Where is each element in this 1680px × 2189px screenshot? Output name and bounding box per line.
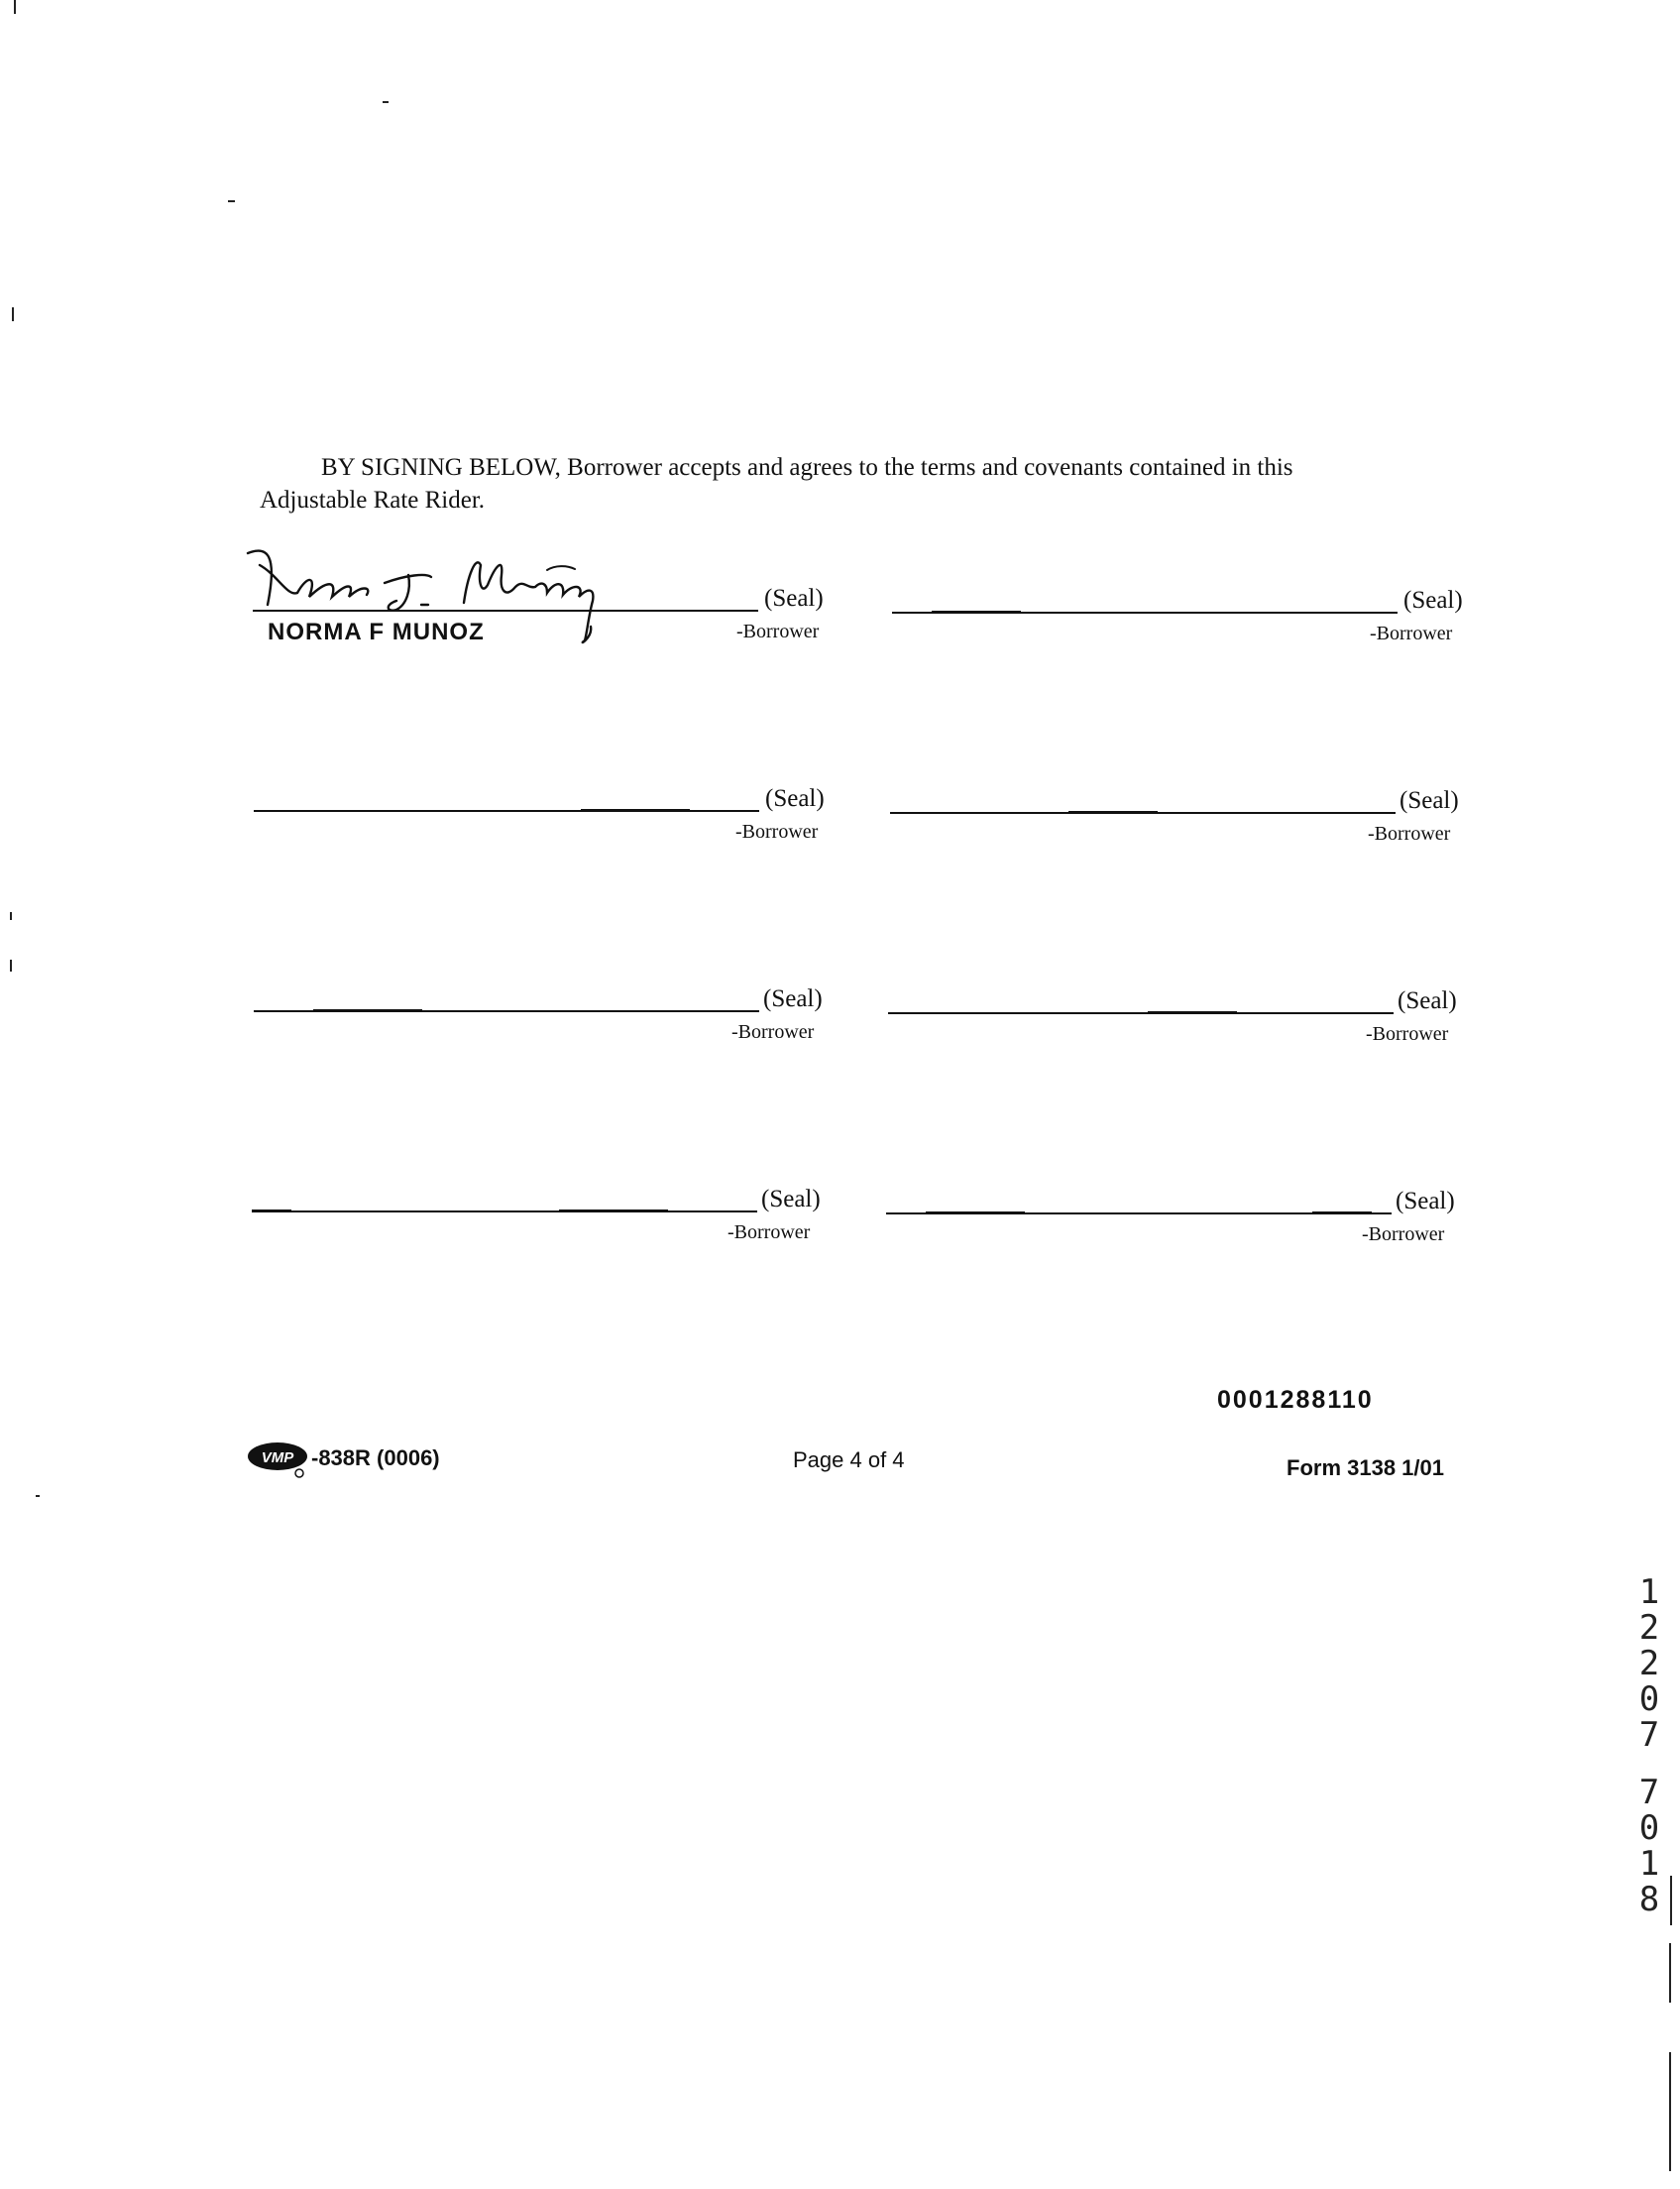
seal-label: (Seal) bbox=[761, 1186, 821, 1212]
page-number: Page 4 of 4 bbox=[793, 1447, 905, 1472]
stamp-digit: 0 bbox=[1638, 1679, 1660, 1719]
signature-line bbox=[254, 1010, 759, 1012]
borrower-label: -Borrower bbox=[728, 1221, 811, 1243]
vmp-logo-text: VMP bbox=[261, 1449, 294, 1466]
signature-line bbox=[892, 612, 1398, 614]
form-number: Form 3138 1/01 bbox=[1287, 1455, 1444, 1480]
stamp-digit: 2 bbox=[1638, 1644, 1660, 1683]
signer-name: NORMA F MUNOZ bbox=[268, 619, 485, 645]
vmp-logo bbox=[248, 1440, 311, 1479]
borrower-label: -Borrower bbox=[1370, 623, 1453, 644]
seal-label: (Seal) bbox=[1398, 987, 1457, 1014]
scan-mark bbox=[10, 912, 12, 920]
stamp-digit: 1 bbox=[1638, 1844, 1660, 1884]
scan-mark bbox=[12, 307, 14, 321]
agreement-text-line-2: Adjustable Rate Rider. bbox=[260, 487, 486, 514]
borrower-label: -Borrower bbox=[731, 1021, 815, 1043]
seal-label: (Seal) bbox=[764, 585, 824, 612]
stamp-digit: 7 bbox=[1638, 1715, 1660, 1755]
signature-block-right-2 bbox=[890, 777, 1475, 847]
seal-label: (Seal) bbox=[765, 785, 825, 812]
signature-line bbox=[886, 1212, 1392, 1214]
signature-line bbox=[253, 610, 758, 612]
scan-mark bbox=[1670, 1876, 1672, 1925]
borrower-label: -Borrower bbox=[1366, 1023, 1449, 1045]
signature-block-right-3 bbox=[888, 978, 1473, 1047]
signature-block-left-1 bbox=[253, 575, 838, 644]
scan-mark bbox=[1669, 2052, 1671, 2171]
scan-mark bbox=[1669, 1943, 1671, 2003]
signature-block-right-4 bbox=[886, 1178, 1471, 1247]
stamp-digit: 0 bbox=[1638, 1808, 1660, 1848]
borrower-label: -Borrower bbox=[736, 621, 820, 642]
signature-line bbox=[888, 1012, 1394, 1014]
agreement-text-line-1: BY SIGNING BELOW, Borrower accepts and agrees to the terms and covenants contained in this bbox=[321, 454, 1293, 481]
loan-number: 0001288110 bbox=[1217, 1386, 1374, 1414]
signature-block-left-2 bbox=[254, 775, 839, 845]
borrower-label: -Borrower bbox=[1368, 823, 1451, 845]
seal-label: (Seal) bbox=[763, 985, 823, 1012]
form-code-text: -838R (0006) bbox=[311, 1445, 440, 1470]
signature-block-left-3 bbox=[254, 976, 839, 1045]
signature-line bbox=[252, 1210, 757, 1212]
signature-block-right-1 bbox=[892, 577, 1477, 646]
borrower-label: -Borrower bbox=[735, 821, 819, 843]
signature-block-left-4 bbox=[252, 1176, 837, 1245]
scan-mark bbox=[383, 101, 389, 103]
stamp-digit: 7 bbox=[1638, 1773, 1660, 1812]
borrower-label: -Borrower bbox=[1362, 1223, 1445, 1245]
seal-label: (Seal) bbox=[1400, 787, 1459, 814]
stamp-digit: 1 bbox=[1638, 1572, 1660, 1612]
signature-line bbox=[254, 810, 759, 812]
seal-label: (Seal) bbox=[1396, 1188, 1455, 1214]
scan-mark bbox=[14, 0, 16, 14]
stamp-digit: 8 bbox=[1638, 1880, 1660, 1919]
stamp-digit: 2 bbox=[1638, 1608, 1660, 1648]
scan-mark bbox=[36, 1495, 40, 1497]
side-stamp-number bbox=[1631, 1574, 1667, 1917]
signature-line bbox=[890, 812, 1396, 814]
scan-mark bbox=[228, 200, 235, 202]
seal-label: (Seal) bbox=[1403, 587, 1463, 614]
agreement-paragraph bbox=[260, 451, 1469, 517]
scan-mark bbox=[10, 960, 12, 972]
